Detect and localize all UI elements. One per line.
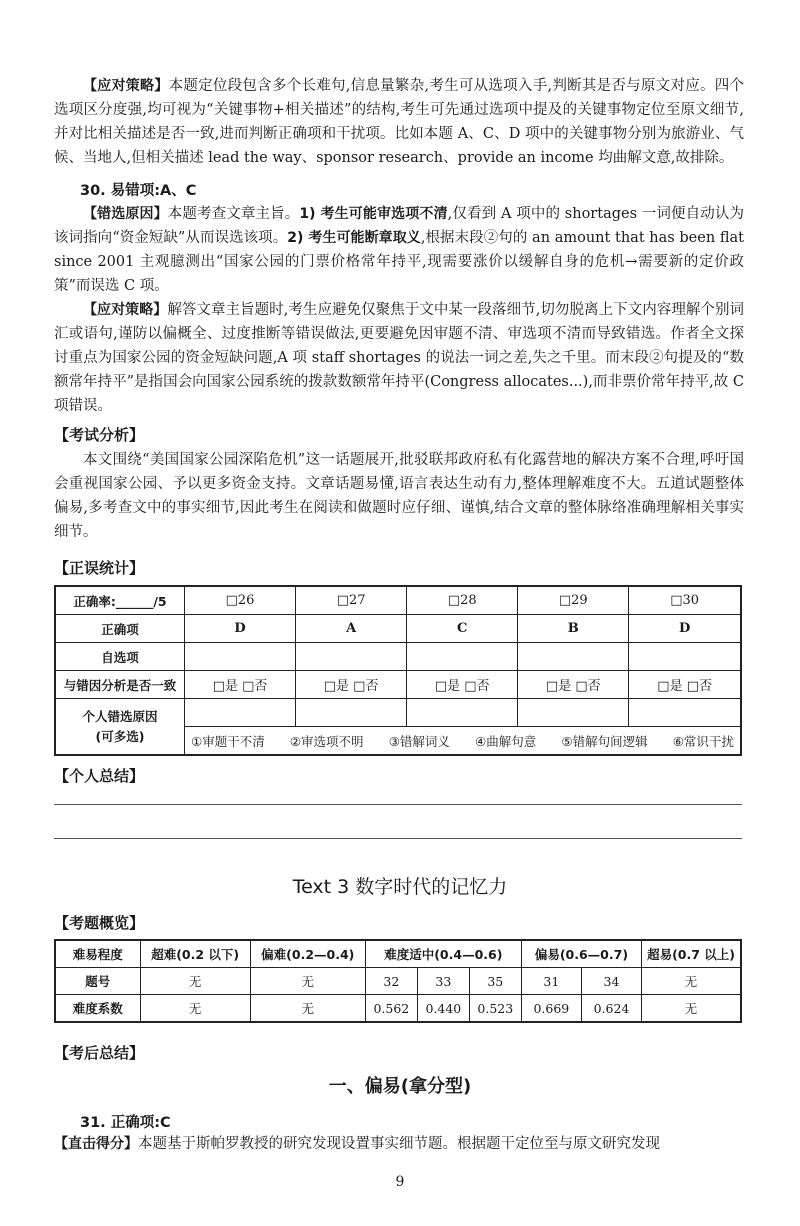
chosen-27[interactable] [296, 643, 407, 671]
reason-label-line1: 个人错选原因 [82, 708, 158, 724]
section-heading: 一、偏易(拿分型) [328, 1076, 472, 1097]
chosen-30[interactable] [629, 643, 741, 671]
difficulty-header-very-easy: 超易(0.7 以上) [642, 940, 741, 968]
reason-option-6: ⑥常识干扰 [672, 733, 734, 749]
num-moderate-2: 33 [417, 968, 469, 995]
match-checkbox-26[interactable]: □是 □否 [185, 671, 296, 699]
coef-moderate-3: 0.523 [469, 995, 521, 1023]
reason-28[interactable] [407, 699, 518, 727]
difficulty-table [54, 939, 742, 1023]
coef-hard: 无 [250, 995, 365, 1023]
strategy-text: 本题定位段包含多个长难句,信息量繁杂,考生可从选项入手,判断其是否与原文对应。四个选项区分度强,均可视为“关键事物+相关描述”的结构,考生可先通过选项中提及的关键事物定位至原文细节,并对比相关描述是否一致,进而判断正确项和干扰项。比如本题 A、C、D 项中的关键事物分别为旅游业、气候、当地人,但相关描述 lead the way、sponsor research、provide an income 均曲解文意,故排除。 [54, 78, 745, 166]
chosen-28[interactable] [407, 643, 518, 671]
difficulty-header-easy: 偏易(0.6—0.7) [521, 940, 641, 968]
question-29[interactable]: □29 [518, 586, 629, 615]
difficulty-header-very-hard: 超难(0.2 以下) [140, 940, 250, 968]
question-number-label: 题号 [55, 968, 140, 995]
chosen-29[interactable] [518, 643, 629, 671]
correct-26: D [185, 615, 296, 643]
analysis-paragraph: 本文围绕“美国国家公园深陷危机”这一话题展开,批驳联邦政府私有化露营地的解决方案不合理,呼吁国会重视国家公园、予以更多资金支持。文章话题易懂,语言表达生动有力,整体理解难度不大。五道试题整体偏易,多考查文中的事实细节,因此考生在阅读和做题时应仔细、谨慎,结合文章的整体脉络准确理解相关事实细节。 [54, 452, 744, 540]
question-27[interactable]: □27 [296, 586, 407, 615]
stats-heading: 【正误统计】 [54, 559, 145, 577]
match-checkbox-29[interactable]: □是 □否 [518, 671, 629, 699]
num-easy-2: 34 [581, 968, 641, 995]
coef-moderate-1: 0.562 [365, 995, 417, 1023]
reason-30[interactable] [629, 699, 741, 727]
page-number: 9 [395, 1174, 405, 1190]
coef-easy-2: 0.624 [581, 995, 641, 1023]
correct-27: A [296, 615, 407, 643]
reason-label [55, 699, 185, 756]
summary-line-2[interactable] [54, 838, 742, 839]
difficulty-header-row [55, 940, 741, 968]
correct-30: D [629, 615, 741, 643]
strategy-label: 【应对策略】 [83, 78, 169, 94]
reason-option-1: ①审题干不清 [191, 733, 265, 749]
error-bold-1: 1) 考生可能审选项不清 [299, 206, 448, 222]
q30-error-paragraph [54, 202, 744, 298]
error-text-1: 本题考查文章主旨。 [167, 206, 300, 222]
reason-26[interactable] [185, 699, 296, 727]
difficulty-header-hard: 偏难(0.2—0.4) [250, 940, 365, 968]
q31-paragraph [54, 1132, 744, 1156]
coefficient-label: 难度系数 [55, 995, 140, 1023]
num-hard: 无 [250, 968, 365, 995]
reason-option-5: ⑤错解句间逻辑 [561, 733, 648, 749]
num-easy-1: 31 [521, 968, 581, 995]
rate-label[interactable]: 正确率:______/5 [55, 586, 185, 615]
analysis-heading: 【考试分析】 [54, 426, 145, 444]
question-number-row [55, 968, 741, 995]
chosen-26[interactable] [185, 643, 296, 671]
reason-options [185, 727, 742, 756]
strategy-text-30: 解答文章主旨题时,考生应避免仅聚焦于文中某一段落细节,切勿脱离上下文内容理解个别词汇或语句,谨防以偏概全、过度推断等错误做法,更要避免因审题不清、审选项不清而导致错选。作者全文探讨重点为国家公园的资金短缺问题,A 项 staff shortages 的说法一词之差,失之千里。而末段②句提及的“数额常年持平”是指国会向国家公园系统的拨款数额常年持平(Congress allocates...),而非票价常年持平,故 C 项错误。 [54, 302, 745, 414]
strategy-29-paragraph [54, 74, 744, 170]
num-moderate-1: 32 [365, 968, 417, 995]
error-text-2: ,仅看到 A 项中的 shortages 一词便自动认为该词指向“资金短缺”从而误选该项。 [54, 206, 744, 246]
difficulty-header-label: 难易程度 [55, 940, 140, 968]
question-26[interactable]: □26 [185, 586, 296, 615]
match-label: 与错因分析是否一致 [55, 671, 185, 699]
error-label: 【错选原因】 [83, 206, 168, 222]
stats-row-reason-blank [55, 699, 741, 727]
q31-label: 【直击得分】 [54, 1136, 138, 1152]
question-30[interactable]: □30 [629, 586, 741, 615]
reason-label-line2: (可多选) [95, 728, 145, 744]
coef-very-hard: 无 [140, 995, 250, 1023]
reason-option-3: ③错解词义 [388, 733, 450, 749]
stats-row-chosen [55, 643, 741, 671]
coef-easy-1: 0.669 [521, 995, 581, 1023]
text3-title: Text 3 数字时代的记忆力 [292, 876, 508, 898]
correct-label: 正确项 [55, 615, 185, 643]
stats-row-header [55, 586, 741, 615]
question-28[interactable]: □28 [407, 586, 518, 615]
reason-27[interactable] [296, 699, 407, 727]
stats-table [54, 585, 742, 756]
q31-heading: 31. 正确项:C [80, 1115, 171, 1131]
overview-heading: 【考题概览】 [54, 914, 145, 932]
num-very-easy: 无 [642, 968, 741, 995]
match-checkbox-28[interactable]: □是 □否 [407, 671, 518, 699]
match-checkbox-27[interactable]: □是 □否 [296, 671, 407, 699]
q30-heading: 30. 易错项:A、C [80, 183, 197, 199]
stats-row-match [55, 671, 741, 699]
error-text-3: ,根据末段②句的 an amount that has been flat since 2001 主观臆测出“国家公园的门票价格常年持平,现需要涨价以缓解自身的危机→需要新的定价政策”而误选 C 项。 [54, 230, 744, 294]
coef-moderate-2: 0.440 [417, 995, 469, 1023]
coef-very-easy: 无 [642, 995, 741, 1023]
reason-29[interactable] [518, 699, 629, 727]
summary-heading: 【个人总结】 [54, 767, 145, 785]
correct-28: C [407, 615, 518, 643]
chosen-label: 自选项 [55, 643, 185, 671]
reason-option-4: ④曲解句意 [475, 733, 537, 749]
error-bold-2: 2) 考生可能断章取义 [287, 230, 421, 246]
correct-29: B [518, 615, 629, 643]
match-checkbox-30[interactable]: □是 □否 [629, 671, 741, 699]
reason-option-2: ②审选项不明 [289, 733, 364, 749]
after-summary-heading: 【考后总结】 [54, 1044, 145, 1062]
stats-row-correct [55, 615, 741, 643]
q31-text: 本题基于斯帕罗教授的研究发现设置事实细节题。根据题干定位至与原文研究发现 [138, 1136, 660, 1152]
num-very-hard: 无 [140, 968, 250, 995]
q30-strategy-paragraph [54, 298, 744, 418]
num-moderate-3: 35 [469, 968, 521, 995]
difficulty-header-moderate: 难度适中(0.4—0.6) [365, 940, 521, 968]
summary-line-1[interactable] [54, 804, 742, 805]
strategy-label-30: 【应对策略】 [83, 302, 168, 318]
coefficient-row [55, 995, 741, 1023]
